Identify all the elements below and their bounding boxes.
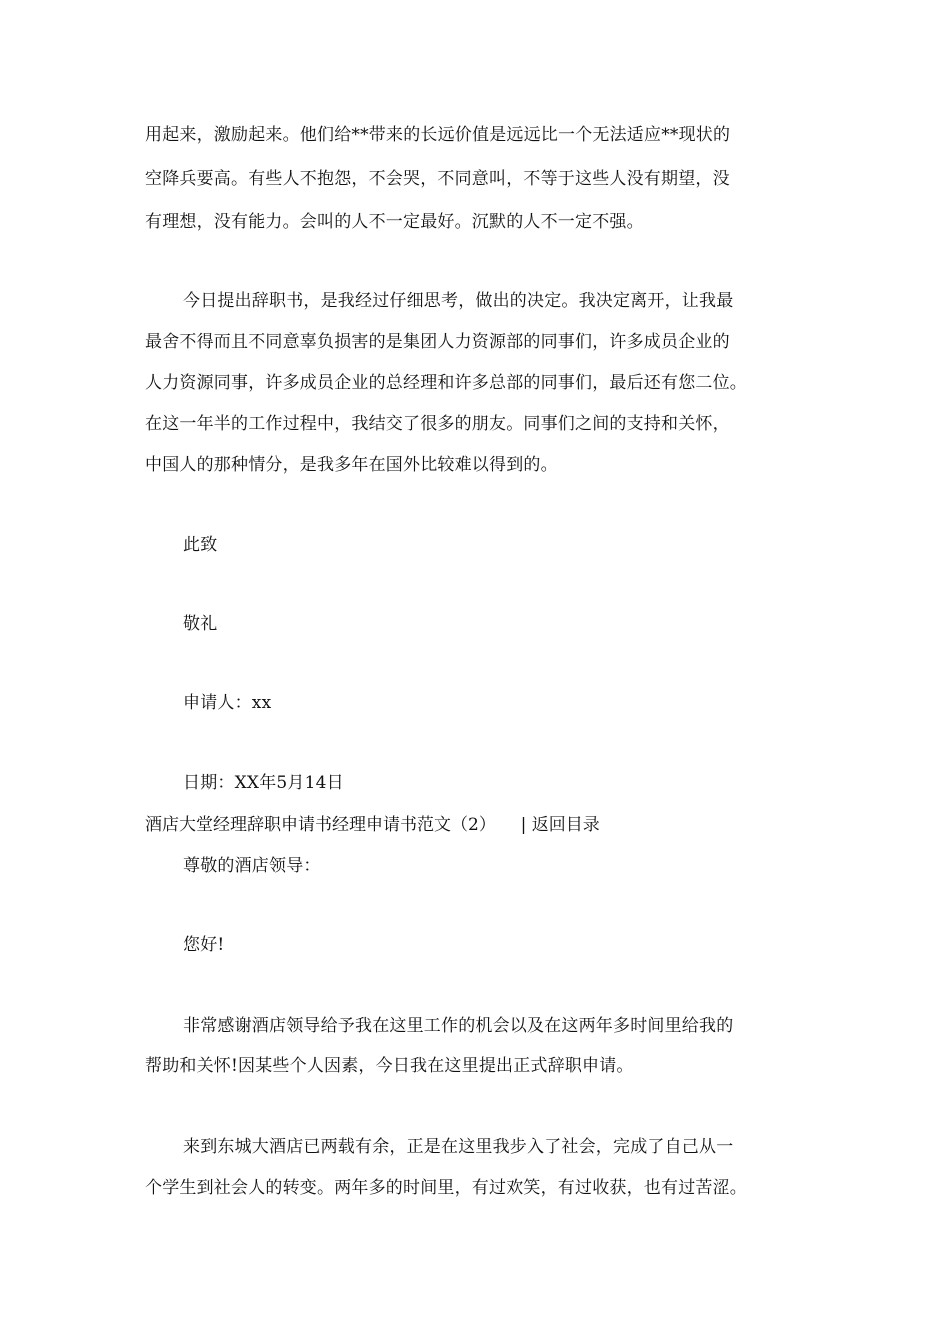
paragraph2-line5: 中国人的那种情分，是我多年在国外比较难以得到的。 (145, 455, 558, 475)
closing-jingli: 敬礼 (183, 614, 218, 634)
paragraph1-line3: 有理想，没有能力。会叫的人不一定最好。沉默的人不一定不强。 (145, 212, 644, 232)
paragraph2-line1: 今日提出辞职书，是我经过仔细思考，做出的决定。我决定离开，让我最 (183, 291, 734, 311)
paragraph2-line3: 人力资源同事，许多成员企业的总经理和许多总部的同事们，最后还有您二位。 (145, 373, 747, 393)
paragraph4-line2: 个学生到社会人的转变。两年多的时间里，有过欢笑，有过收获，也有过苦涩。 (145, 1178, 747, 1198)
paragraph2-line2: 最舍不得而且不同意辜负损害的是集团人力资源部的同事们，许多成员企业的 (145, 332, 730, 352)
greeting: 您好! (183, 935, 225, 955)
date-line: 日期：XX年5月14日 (183, 773, 344, 793)
paragraph2-line4: 在这一年半的工作过程中，我结交了很多的朋友。同事们之间的支持和关怀， (145, 414, 730, 434)
paragraph1-line1: 用起来，激励起来。他们给**带来的长远价值是远远比一个无法适应**现状的 (145, 125, 731, 145)
paragraph1-line2: 空降兵要高。有些人不抱怨，不会哭，不同意叫，不等于这些人没有期望，没 (145, 169, 730, 189)
salutation: 尊敬的酒店领导： (183, 856, 321, 876)
applicant-line: 申请人：xx (183, 693, 272, 713)
back-to-toc-link[interactable]: | 返回目录 (520, 815, 600, 835)
paragraph4-line1: 来到东城大酒店已两载有余，正是在这里我步入了社会，完成了自己从一 (183, 1137, 734, 1157)
paragraph3-line1: 非常感谢酒店领导给予我在这里工作的机会以及在这两年多时间里给我的 (183, 1016, 734, 1036)
closing-cizhi: 此致 (183, 535, 218, 555)
section-heading-row (145, 813, 600, 837)
section-title: 酒店大堂经理辞职申请书经理申请书范文（2） (145, 815, 496, 835)
paragraph3-line2: 帮助和关怀!因某些个人因素，今日我在这里提出正式辞职申请。 (145, 1056, 634, 1076)
